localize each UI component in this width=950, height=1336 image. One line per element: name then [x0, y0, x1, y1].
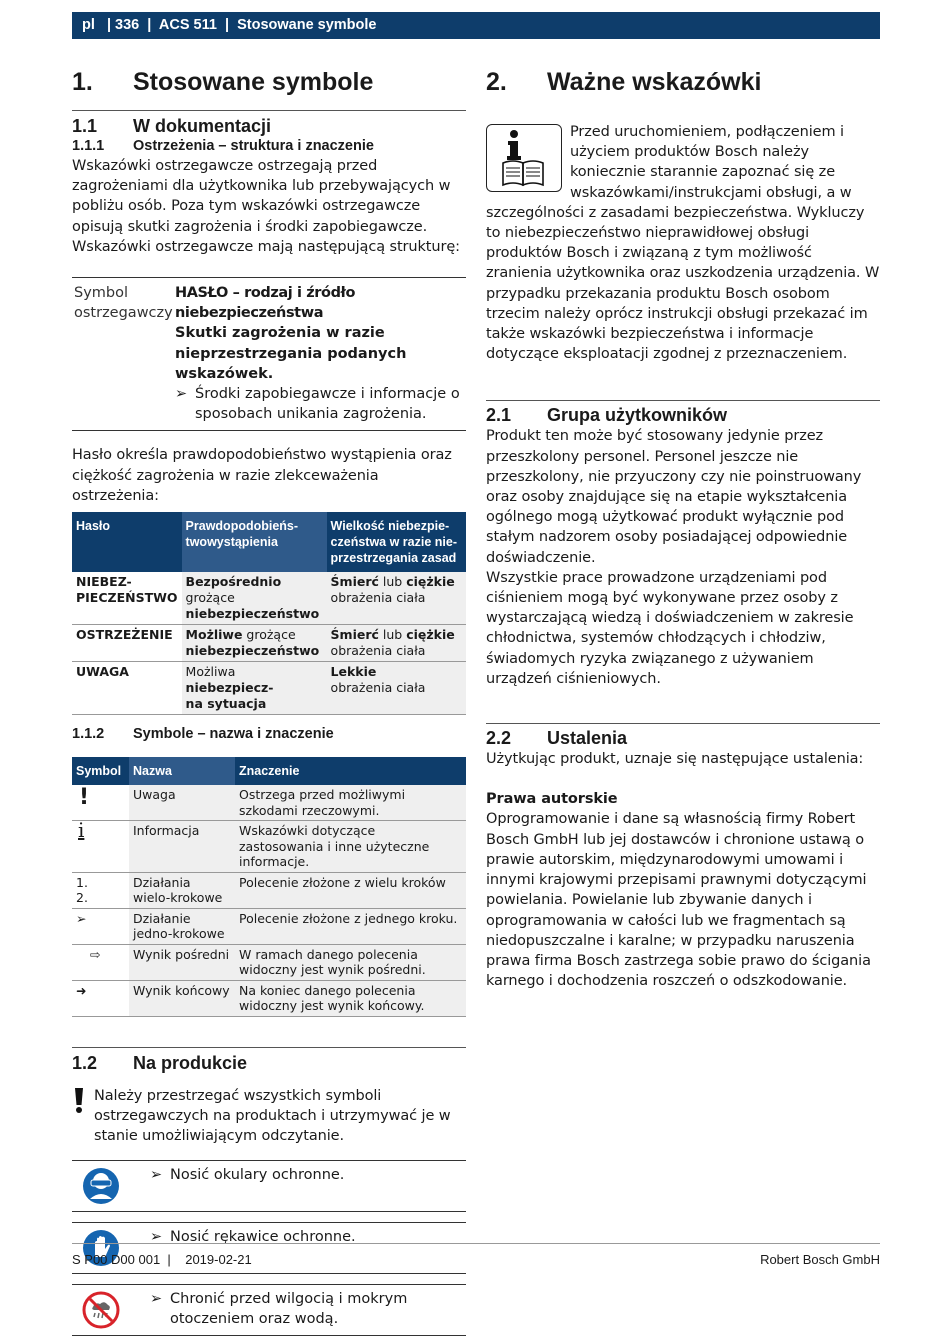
- symbol-cell: [72, 908, 129, 944]
- section-1-1-heading: [72, 115, 466, 137]
- symbol-meaning-cell: Wskazówki dotyczące zastosowania i inne użyteczne informacje.: [235, 821, 466, 873]
- cell-text: grożące: [242, 627, 296, 643]
- symbol-meaning-cell: Na koniec danego polecenia widoczny jest wynik końcowy.: [235, 980, 466, 1016]
- symbols-table: [72, 757, 466, 1017]
- severity-cell: [327, 625, 466, 662]
- section-number: 1.2: [72, 1052, 98, 1073]
- ppe-item: [72, 1284, 466, 1336]
- exclamation-icon: !: [79, 785, 90, 811]
- severity-cell: [327, 572, 466, 625]
- symbol-name-cell: Wynik pośredni: [129, 944, 235, 980]
- left-column: [72, 62, 466, 1336]
- table-header: Wielkość niebezpie-czeństwa w razie nie-przestrzegania zasad: [327, 512, 466, 572]
- intermediate-result-icon: ⇨: [90, 946, 101, 962]
- symbol-cell: [72, 872, 129, 908]
- agreements-intro: Użytkując produkt, uznaje się następujące ustalenia:: [486, 751, 864, 768]
- consequence-line: Skutki zagrożenia w razie nieprzestrzegania podanych wskazówek.: [175, 325, 407, 382]
- section-title: Symbole – nazwa i znaczenie: [133, 726, 334, 743]
- ppe-item: [72, 1160, 466, 1212]
- cell-text: niebezpieczeństwo: [185, 643, 320, 659]
- section-number: 1.1.2: [72, 726, 105, 743]
- symbol-cell: [72, 944, 129, 980]
- final-result-icon: ➜: [76, 982, 87, 998]
- arrow-icon: ➢: [150, 1291, 163, 1308]
- product-note-text: Należy przestrzegać wszystkich symboli ostrzegawczych na produktach i utrzymywać je w stanie umożliwiającym odczytanie.: [94, 1087, 451, 1144]
- footer-doc-id: S P00 D00 001 | 2019-02-21: [72, 1252, 252, 1267]
- section-number: 1.1.1: [72, 138, 105, 154]
- divider: [486, 723, 880, 724]
- symbol-meaning-cell: Polecenie złożone z jednego kroku.: [235, 908, 466, 944]
- label-line: ostrzegawczy: [74, 305, 173, 322]
- signal-word-line: HASŁO – rodzaj i źródło niebezpieczeństwa: [175, 285, 356, 322]
- important-notes-paragraph: Przed uruchomieniem, podłączeniem i użyciem produktów Bosch należy koniecznie starannie zapoznać się ze wskazówkami/instrukcjami obsługi, a w szczególności z zasadami bezpieczeństwa. Wykluczy to niebezpieczeństwo nieprawidłowej obsługi produktów Bosch i związaną z tym możliwość zranienia użytkownika oraz uszkodzenia urządzenia. W przypadku przekazania produktu Bosch osobom trzecim należy oprócz instrukcji obsługi przekazać im także wskazówki bezpieczeństwa i informacje dotyczące eksploatacji zgodnej z przeznaczeniem.: [486, 124, 880, 363]
- symbol-name-cell: Działanie jedno-krokowe: [129, 908, 235, 944]
- table-row: [72, 908, 466, 944]
- table-row: [72, 821, 466, 873]
- goggles-icon: [72, 1161, 150, 1211]
- ppe-text: Nosić okulary ochronne.: [170, 1167, 345, 1184]
- divider: [72, 1047, 466, 1048]
- symbol-cell: [72, 785, 129, 821]
- product-note: [72, 1086, 466, 1147]
- no-water-icon: [72, 1285, 150, 1335]
- warning-structure-box: [72, 277, 466, 431]
- info-icon: i: [78, 818, 85, 843]
- signal-word-table: [72, 512, 466, 715]
- chapter-2-heading: [486, 62, 880, 102]
- page-footer: [72, 1243, 880, 1267]
- arrow-icon: ➢: [150, 1167, 163, 1184]
- probability-cell: [182, 625, 327, 662]
- symbol-meaning-cell: W ramach danego polecenia widoczny jest wynik pośredni.: [235, 944, 466, 980]
- section-title: W dokumentacji: [133, 116, 272, 136]
- ppe-instruction: [150, 1161, 466, 1211]
- ppe-text: Chronić przed wilgocią i mokrym otoczeniem oraz wodą.: [170, 1291, 408, 1328]
- cell-text: ciężkie: [406, 574, 455, 590]
- footer-company: Robert Bosch GmbH: [760, 1252, 880, 1267]
- section-title: Ustalenia: [547, 728, 628, 749]
- cell-text: Śmierć: [330, 627, 379, 643]
- signal-word-paragraph: Hasło określa prawdopodobieństwo wystąpienia oraz ciężkość zagrożenia w razie zlekceważenia ostrzeżenia:: [72, 447, 452, 504]
- chapter-title: Stosowane symbole: [133, 67, 374, 96]
- page-header-bar: pl | 336 | ACS 511 | Stosowane symbole: [72, 12, 880, 39]
- divider: [72, 110, 466, 111]
- cell-text: grożące: [185, 590, 235, 606]
- symbol-cell: [72, 980, 129, 1016]
- section-1-2-heading: [72, 1052, 466, 1074]
- numbered-steps-icon: 1. 2.: [76, 874, 88, 906]
- signal-word-cell: [72, 662, 182, 715]
- chapter-number: 1.: [72, 67, 93, 96]
- copyright-paragraph: Oprogramowanie i dane są własnością firmy Robert Bosch GmbH lub jej dostawców i chronione ustawą o prawie autorskim, międzynarodowymi umowami i innymi krajowymi przepisami prawnymi dotyczącymi powielania. Powielanie lub zbywanie danych i oprogramowania w całości lub we fragmentach są niedopuszczalne i karalne; w przypadku naruszenia prawa firma Bosch zastrzega sobie prawo do ścigania karnego i dochodzenia roszczeń o odszkodowanie.: [486, 811, 871, 990]
- cell-text: ciężkie: [406, 627, 455, 643]
- probability-cell: [182, 572, 327, 625]
- divider: [486, 400, 880, 401]
- cell-text: niebezpiecz-: [185, 680, 274, 696]
- warning-symbol-label: [74, 283, 175, 424]
- table-header: Hasło: [72, 512, 182, 572]
- table-row: [72, 785, 466, 821]
- exclamation-icon: [72, 1086, 94, 1147]
- chapter-1-heading: [72, 62, 466, 102]
- signal-word-cell: [72, 572, 182, 625]
- cell-text: Możliwa: [185, 664, 236, 680]
- users-paragraph-2: Wszystkie prace prowadzone urządzeniami pod ciśnieniem mogą być wykonywane przez osoby z wystarczającą wiedzą i doświadczeniem w zakresie chłodnictwa, systemów chłodzących i chłodziw, świadomych ryzyka związanego z używaniem urządzeń ciśnieniowych.: [486, 569, 854, 687]
- table-header: Nazwa: [129, 757, 235, 785]
- read-manual-icon: [486, 124, 562, 192]
- right-column: [486, 62, 880, 991]
- section-2-1-heading: [486, 404, 880, 426]
- section-1-1-1-heading: [72, 137, 466, 156]
- table-header: Znaczenie: [235, 757, 466, 785]
- cell-text: lub: [378, 627, 407, 643]
- cell-text: Możliwe: [185, 627, 243, 643]
- chapter-number: 2.: [486, 67, 507, 96]
- severity-cell: [327, 662, 466, 715]
- cell-text: na sytuacja: [185, 696, 267, 712]
- ppe-instruction: [150, 1285, 466, 1335]
- cell-text: Lekkie: [330, 664, 377, 680]
- table-row: [72, 662, 466, 715]
- section-2-2-heading: [486, 727, 880, 749]
- table-row: [72, 944, 466, 980]
- section-number: 1.1: [72, 116, 98, 136]
- symbol-name-cell: Wynik końcowy: [129, 980, 235, 1016]
- important-notes-block: [486, 122, 880, 364]
- table-header: Prawdopodobieńs-twowystąpienia: [182, 512, 327, 572]
- section-title: Grupa użytkowników: [547, 405, 728, 426]
- cell-text: niebezpieczeństwo: [185, 606, 320, 622]
- cell-text: OSTRZEŻENIE: [76, 627, 173, 643]
- section-title: Ostrzeżenia – struktura i znaczenie: [133, 138, 374, 154]
- section-1-1-2-heading: [72, 725, 466, 743]
- table-header: Symbol: [72, 757, 129, 785]
- cell-text: obrażenia ciała: [330, 590, 426, 606]
- symbol-cell: [72, 818, 129, 873]
- symbol-name-cell: Uwaga: [129, 785, 235, 821]
- arrow-icon: ➢: [175, 386, 188, 403]
- arrow-step-icon: ➢: [76, 910, 87, 926]
- copyright-title: Prawa autorskie: [486, 791, 618, 808]
- table-row: [72, 980, 466, 1016]
- symbol-meaning-cell: Ostrzega przed możliwymi szkodami rzeczowymi.: [235, 785, 466, 821]
- symbol-name-cell: Działania wielo-krokowe: [129, 872, 235, 908]
- cell-text: UWAGA: [76, 664, 129, 680]
- arrow-icon: ➢: [150, 1229, 163, 1246]
- table-row: [72, 572, 466, 625]
- signal-word-cell: [72, 625, 182, 662]
- section-title: Na produkcie: [133, 1052, 248, 1073]
- ppe-text: Nosić rękawice ochronne.: [170, 1229, 356, 1246]
- cell-text: NIEBEZ-PIECZEŃSTWO: [76, 574, 178, 606]
- symbol-name-cell: Informacja: [129, 821, 235, 873]
- measures-text: Środki zapobiegawcze i informacje o sposobach unikania zagrożenia.: [195, 386, 460, 423]
- table-row: [72, 872, 466, 908]
- cell-text: Bezpośrednio: [185, 574, 282, 590]
- chapter-title: Ważne wskazówki: [547, 67, 762, 96]
- intro-paragraph: Wskazówki ostrzegawcze ostrzegają przed zagrożeniami dla użytkownika lub przebywających w pobliżu osób. Poza tym wskazówki ostrzegawcze opisują skutki zagrożenia i środki zapobiegawcze. Wskazówki ostrzegawcze mają następującą strukturę:: [72, 158, 460, 255]
- cell-text: obrażenia ciała: [330, 680, 426, 696]
- warning-structure-content: [175, 283, 466, 424]
- symbol-meaning-cell: Polecenie złożone z wielu kroków: [235, 872, 466, 908]
- cell-text: Śmierć: [330, 574, 379, 590]
- table-row: [72, 625, 466, 662]
- section-number: 2.2: [486, 728, 512, 749]
- probability-cell: [182, 662, 327, 715]
- cell-text: lub: [378, 574, 407, 590]
- measures-item: [175, 384, 466, 424]
- section-number: 2.1: [486, 405, 512, 426]
- users-paragraph-1: Produkt ten może być stosowany jedynie przez przeszkolony personel. Personel jeszcze nie przeszkolony, nie przyuczony czy nie poinstruowany oraz osoby znajdujące się na etapie wykształcenia ogólnego mogą użytkować produkt wyłącznie pod stałym nadzorem osoby posiadającej odpowiednie doświadczenie.: [486, 428, 862, 566]
- label-line: Symbol: [74, 285, 129, 302]
- cell-text: obrażenia ciała: [330, 643, 426, 659]
